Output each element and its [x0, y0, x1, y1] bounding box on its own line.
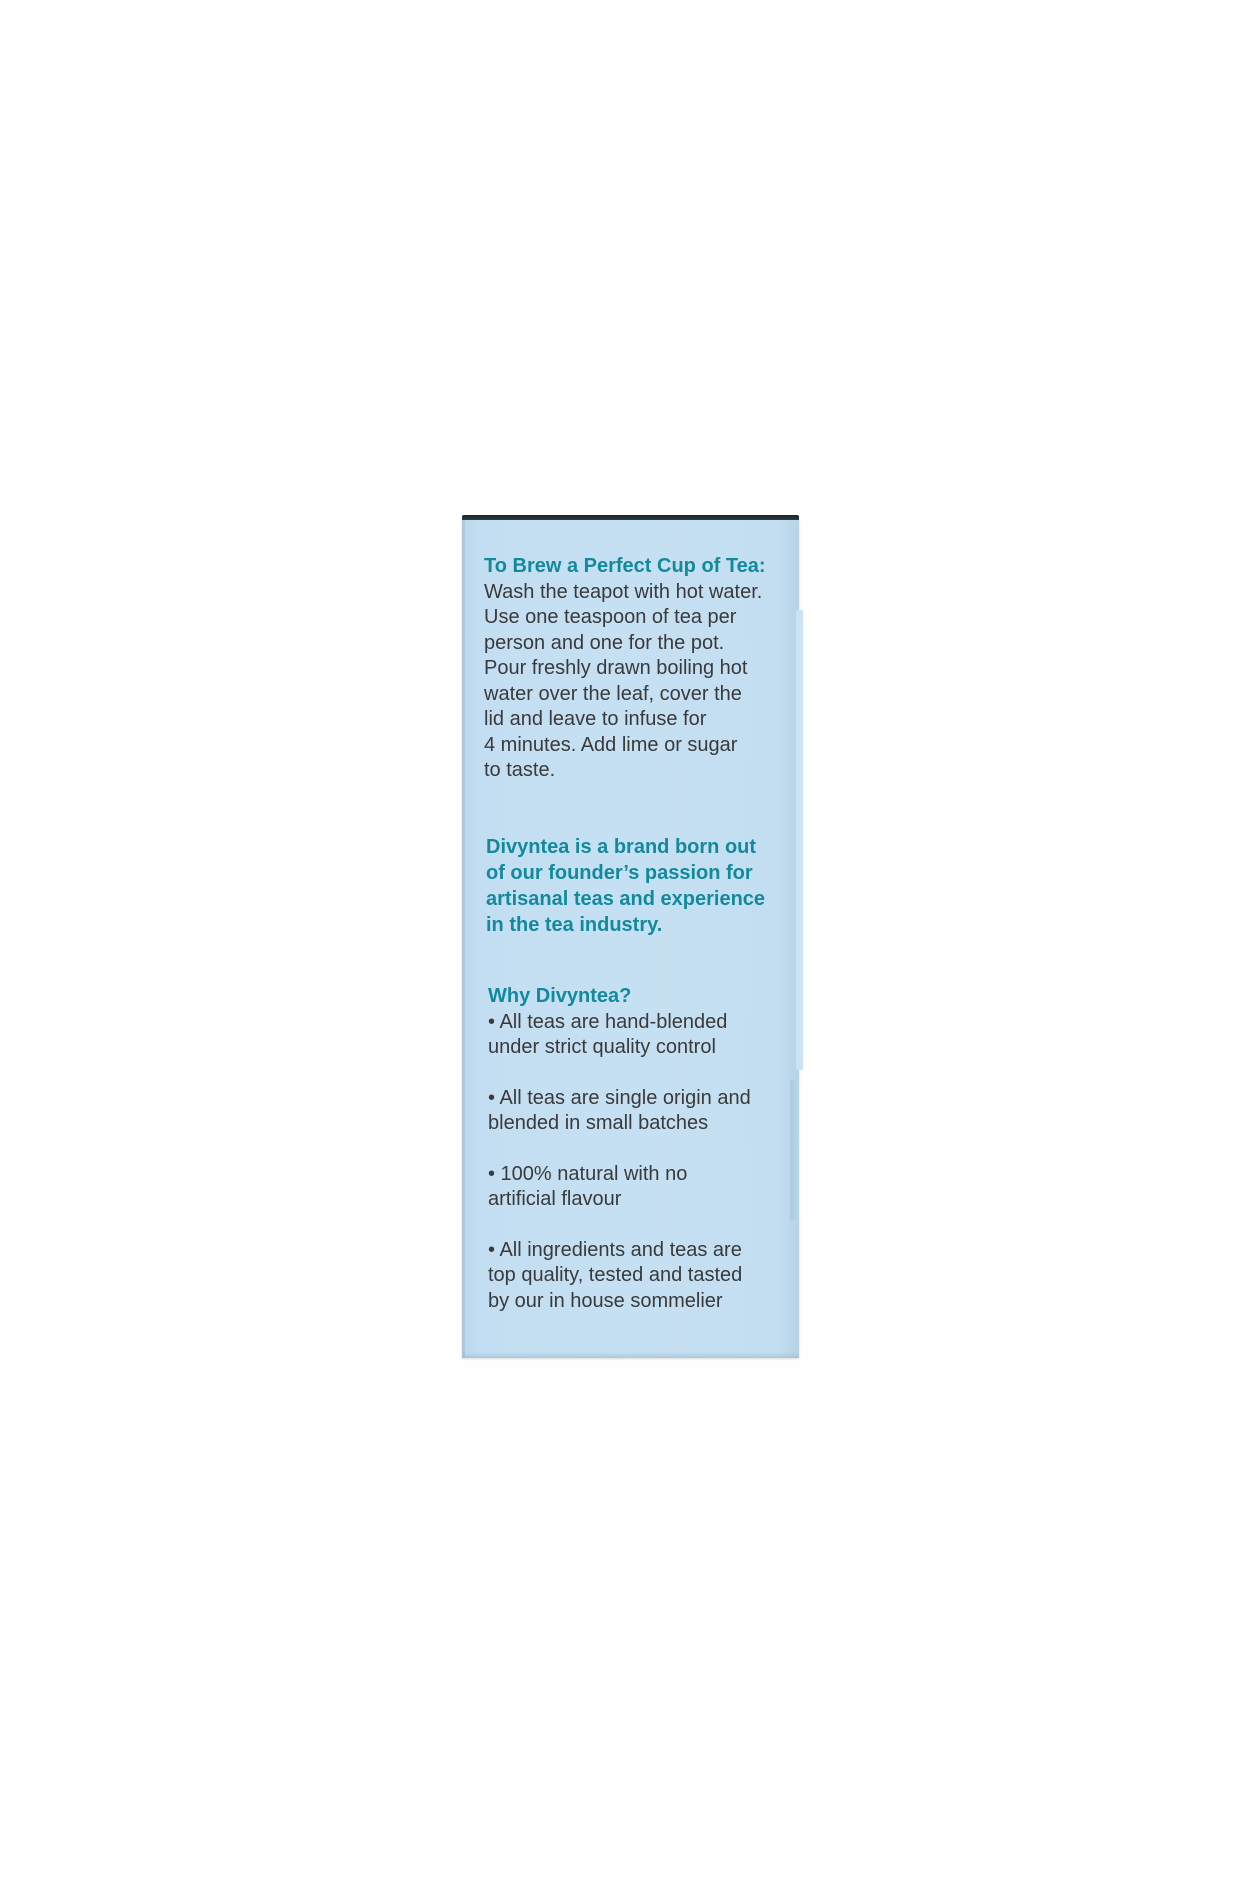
- bullet-line: top quality, tested and tasted: [488, 1264, 743, 1286]
- about-line: in the tea industry.: [486, 914, 663, 936]
- brew-line: Wash the teapot with hot water.: [484, 580, 763, 603]
- about-line: Divyntea is a brand born out: [486, 836, 757, 858]
- box-right-flap: [796, 610, 803, 1070]
- brew-line: lid and leave to infuse for: [484, 708, 707, 730]
- why-bullet: [488, 1086, 751, 1137]
- why-bullet: [488, 1010, 751, 1061]
- bullet-line: under strict quality control: [488, 1036, 716, 1058]
- bullet-line: • All teas are single origin and: [488, 1086, 751, 1109]
- why-divyntea: [488, 984, 751, 1339]
- bullet-line: artificial flavour: [488, 1188, 622, 1210]
- bullet-line: • 100% natural with no: [488, 1162, 688, 1185]
- bullet-line: • All teas are hand-blended: [488, 1010, 728, 1033]
- bullet-line: • All ingredients and teas are: [488, 1238, 742, 1261]
- why-heading: Why Divyntea?: [488, 985, 632, 1007]
- brew-line: Pour freshly drawn boiling hot: [484, 657, 748, 679]
- box-right-flap-lower: [790, 1080, 799, 1220]
- why-bullet: [488, 1238, 751, 1315]
- bullet-line: blended in small batches: [488, 1112, 709, 1134]
- why-bullet: [488, 1162, 751, 1213]
- brew-line: Use one teaspoon of tea per: [484, 606, 737, 628]
- brew-line: person and one for the pot.: [484, 631, 725, 654]
- brew-line: 4 minutes. Add lime or sugar: [484, 733, 738, 756]
- brew-line: water over the leaf, cover the: [484, 682, 742, 705]
- about-line: of our founder’s passion for: [486, 862, 753, 884]
- box-bottom-shade: [462, 1352, 799, 1358]
- brew-instructions: [484, 554, 766, 784]
- brew-heading: To Brew a Perfect Cup of Tea:: [484, 555, 766, 577]
- bullet-line: by our in house sommelier: [488, 1289, 723, 1312]
- about-line: artisanal teas and experience: [486, 888, 766, 910]
- box-left-edge: [462, 520, 465, 1358]
- brand-about: [486, 834, 765, 938]
- brew-line: to taste.: [484, 759, 556, 781]
